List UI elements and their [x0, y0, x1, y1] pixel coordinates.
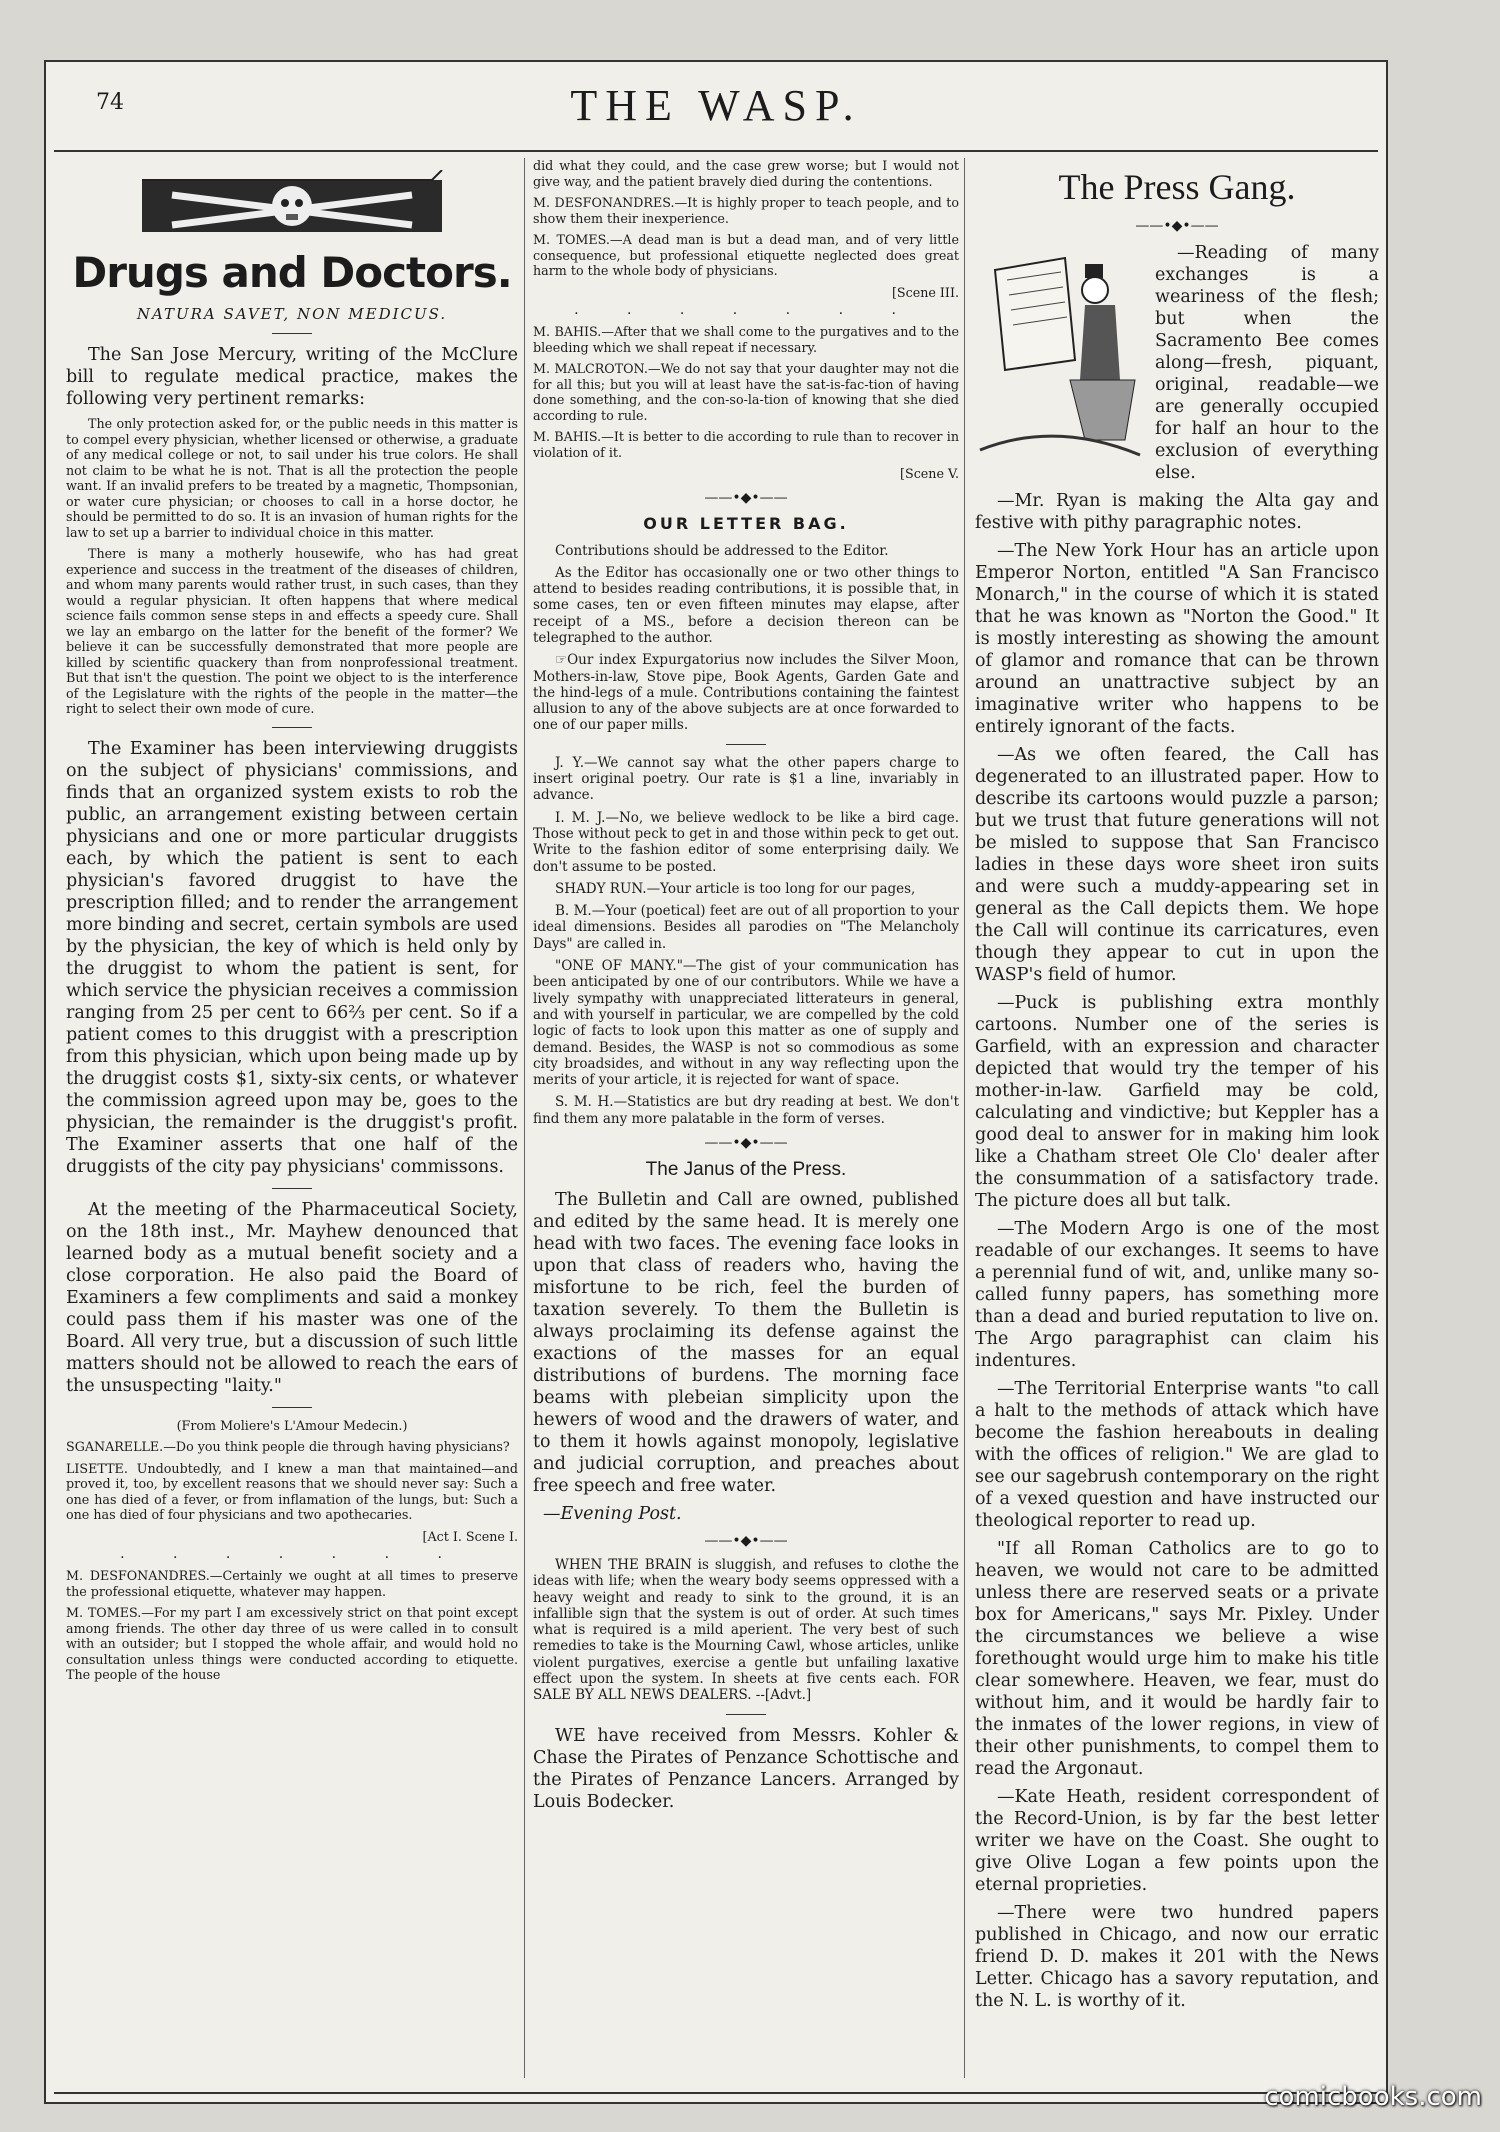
paragraph: —Mr. Ryan is making the Alta gay and festive with pithy paragraphic notes.: [975, 491, 1379, 533]
paragraph: —Reading of many exchanges is a weariness of the flesh; but when the Sacramento Bee comes along—fresh, piquant, original, readable—we are generally occupied for half an hour to the exclusion of everything else.: [1155, 243, 1379, 483]
paragraph: —Kate Heath, resident correspondent of the Record-Union, is by far the best letter writer we have on the Coast. She ought to give Olive Logan a few points upon the eternal proprieties.: [975, 1787, 1379, 1895]
ornament-divider: ——•◆•——: [1135, 218, 1219, 234]
newspaper-reader-cartoon-icon: [975, 250, 1145, 460]
letter-reply: J. Y.—We cannot say what the other papers charge to insert original poetry. Our rate is $1 a line, invariably in advance.: [533, 754, 959, 804]
article-motto: NATURA SAVET, NON MEDICUS.: [136, 305, 448, 323]
ornament-divider: ——•◆•——: [704, 1533, 788, 1549]
dialogue-line: LISETTE. Undoubtedly, and I knew a man that maintained—and proved it, too, by excellent reasons that we should never say: Such a one has died of a fever, or from inflamation of the lungs, but: Such a one has died of four physicians and two apothecaries.: [66, 1460, 518, 1522]
newspaper-page: [44, 60, 1388, 2104]
letter-reply: SHADY RUN.—Your article is too long for our pages,: [555, 880, 916, 897]
paragraph: The Examiner has been interviewing druggists on the subject of physicians' commissions, and finds that an organized system exists to rob the public, an arrangement existing between certain physicians and one or more particular druggists each, by which the patient is sent to each physician's favored druggist to have the prescription filled; and to render the arrangement more binding and secret, certain symbols are used by the physician, the key of which is held only by the druggist to whom the patient is sent, for which service the physician receives a commission ranging from 25 per cent to 66⅔ per cent. So if a patient comes to this druggist with a prescription from this physician, which upon being made up by the druggist costs $1, sixty-six cents, or whatever the commission agreed upon may be, goes to the physician, the remainder is the druggist's profit. The Examiner asserts that one half of the druggists of the city pay physicians' commissons.: [66, 738, 518, 1177]
advertisement: WHEN THE BRAIN is sluggish, and refuses to clothe the ideas with life; when the weary body seems oppressed with a heavy weight and ready to sink to the ground, it is an infallible sign that the system is out of order. At such times what is required is a mild aperient. The very best of such remedies to take is the Mourning Cawl, whose articles, unlike violent purgatives, exercise a gentle but unfailing laxative effect upon the system. In sheets at five cents each. FOR SALE BY ALL NEWS DEALERS. --[Advt.]: [533, 1557, 959, 1704]
paragraph: —Puck is publishing extra monthly cartoons. Number one of the series is Garfield, with an expression and character depicted that would try the temper of his mother-in-law. Garfield may be cold, calculating and vindictive; but Keppler has a good deal to answer for in making him look like a Chatham street Ole Clo' dealer after the consummation of a satisfactory trade. The picture does all but talk.: [975, 993, 1379, 1211]
dot-separator: . . . . . . .: [574, 302, 918, 318]
quote-paragraph: The only protection asked for, or the public needs in this matter is to compel every physician, whether licensed or otherwise, a graduate of any medical college or not, to sail under his true colors. He shall not claim to be what he is not. That is all the protection the people want. If an invalid prefers to be treated by a magnetic, Thompsonian, or water cure physician; or chooses to call in a horse doctor, he should be permitted to do so. It is an invasion of human rights for the law to set up a barrier to individual choice in this matter.: [66, 416, 518, 540]
footer-rule: [54, 2092, 1378, 2094]
letter-reply: S. M. H.—Statistics are but dry reading at best. We don't find them any more palatable in the form of verses.: [533, 1094, 959, 1127]
paragraph: As the Editor has occasionally one or two other things to attend to besides reading contributions, it is possible that, in some cases, ten or even fifteen minutes may elapse, after receipt of a MS., before a decision thereon can be telegraphed to the author.: [533, 564, 959, 646]
paragraph: —The Territorial Enterprise wants "to call a halt to the methods of attack which have become the fashion hereabouts in dealing with the offices of religion." We are glad to see our sagebrush contemporary on the right of a vexed question and have instructed our theological reporter to read up.: [975, 1379, 1379, 1531]
paragraph: —As we often feared, the Call has degenerated to an illustrated paper. How to describe its cartoons would puzzle a parson; but we trust that future generations will not be misled to suppose that San Francisco ladies in these days wore sheet iron suits and were such a muddy-appearing set in general as the Call depicts them. We hope the Call will continue its carricatures, even though they appear to cut in upon the WASP's field of humor.: [975, 745, 1379, 985]
quote-paragraph: There is many a motherly housewife, who has had great experience and success in the treatment of the diseases of children, and whom many parents would rather trust, in such cases, than they would a regular physician. It often happens that where medical science fails common sense steps in and effects a speedy cure. Shall we lay an embargo on the latter for the benefit of the former? We believe it can be successfully demonstrated that more people are killed by scientific quackery than from nonprofessional treatment. But that isn't the question. The point we object to is the interference of the Legislature with the rights of the people in the matter—the right to select their own mode of cure.: [66, 546, 518, 716]
divider: [272, 727, 312, 728]
dot-separator: . . . . . . .: [120, 1546, 464, 1562]
source-credit: —Evening Post.: [543, 1504, 682, 1524]
dialogue-line: SGANARELLE.—Do you think people die through having physicians?: [66, 1439, 510, 1454]
dialogue-line: M. TOMES.—For my part I am excessively strict on that point except among friends. The other day three of us were called in to consult with an outsider; but I stopped the whole affair, and would hold no consultation unless things were conducted according to etiquette. The people of the house: [66, 1605, 518, 1682]
section-title: OUR LETTER BAG.: [643, 513, 849, 533]
paragraph: ☞Our index Expurgatorius now includes the Silver Moon, Mothers-in-law, Stove pipe, Book Agents, Garden Gate and the hind-legs of a mule. Contributions containing the faintest allusion to any of the above subjects are at once forwarded to one of our paper mills.: [533, 652, 959, 734]
letter-reply: B. M.—Your (poetical) feet are out of all proportion to your ideal dimensions. Besides all parodies on "The Melancholy Days" are called in.: [533, 903, 959, 952]
dialogue-line: M. DESFONANDRES.—It is highly proper to teach people, and to show them their inexperience.: [533, 195, 959, 226]
paragraph: —There were two hundred papers published in Chicago, and now our erratic friend D. D. makes it 201 with the News Letter. Chicago has a savory reputation, and the N. L. is worthy of it.: [975, 1903, 1379, 2011]
skull-crossbones-banner-icon: [132, 170, 452, 242]
dialogue-line: M. BAHIS.—It is better to die according to rule than to recover in violation of it.: [533, 429, 959, 460]
paragraph: "If all Roman Catholics are to go to heaven, we would not care to be admitted unless there are reserved seats or a private box for Americans," says Mr. Pixley. Under the circumstances we believe a wise forethought would urge him to make his title clear somewhere. Heaven, we fear, must do without him, and it would be hardly fair to the inmates of the lower regions, in view of their other punishments, to compel them to read the Argonaut.: [975, 1539, 1379, 1779]
watermark-logo: comicbooks.com: [1264, 2082, 1482, 2112]
divider: [272, 1188, 312, 1189]
paragraph: —The New York Hour has an article upon Emperor Norton, entitled "A San Francisco Monarch," in the course of which it is stated that he was known as "Norton the Good." It is mostly interesting as showing the amount of glamor and romance that can be thrown around an unattractive subject by an imaginative writer who happens to be entirely ignorant of the facts.: [975, 541, 1379, 737]
divider: [726, 744, 766, 745]
divider: [726, 1714, 766, 1715]
paragraph: Contributions should be addressed to the Editor.: [555, 542, 889, 559]
dialogue-line: M. BAHIS.—After that we shall come to the purgatives and to the bleeding which we shall repeat if necessary.: [533, 324, 959, 355]
paragraph: At the meeting of the Pharmaceutical Society, on the 18th inst., Mr. Mayhew denounced that learned body as a mutual benefit society and a close corporation. He also paid the Board of Examiners a few compliments and said a monkey could pass them if his master was one of the Board. All very true, but a discussion of such little matters should not be allowed to reach the ears of the unsuspecting "laity.": [66, 1199, 518, 1396]
column-drugs-and-doctors: [66, 158, 518, 2078]
dialogue-line: did what they could, and the case grew worse; but I would not give way, and the patient bravely died during the contentions.: [533, 158, 959, 189]
column-press-gang: [964, 158, 1379, 2078]
ornament-divider: ——•◆•——: [704, 1135, 788, 1151]
letter-reply: "ONE OF MANY."—The gist of your communication has been anticipated by one of our contributors. While we have a lively sympathy with unappreciated litterateurs in general, and with yourself in particular, we are compelled by the cold logic of facts to look upon this matter as one of supply and demand. Besides, the WASP is not so commodious as some city broadsides, and without in any way reflecting upon the merits of your article, it is rejected for want of space.: [533, 958, 959, 1089]
column-letter-bag: [524, 158, 959, 2078]
dialogue-line: M. MALCROTON.—We do not say that your daughter may not die for all this; but you will at least have the sat-is-fac-tion of having done something, and the con-so-la-tion of knowing that she died according to rule.: [533, 361, 959, 423]
masthead: THE WASP.: [570, 81, 862, 130]
section-title: The Press Gang.: [1058, 167, 1296, 207]
scene-reference: [Scene III.: [891, 284, 959, 300]
dialogue-line: M. TOMES.—A dead man is but a dead man, and of very little consequence, but professional etiquette neglected does great harm to the whole body of physicians.: [533, 232, 959, 278]
dialogue-line: M. DESFONANDRES.—Certainly we ought at all times to preserve the professional etiquette, whatever may happen.: [66, 1568, 518, 1599]
paragraph: —The Modern Argo is one of the most readable of our exchanges. It seems to have a perennial fund of wit, and, unlike many so-called funny papers, has something more than a dead and buried reputation to live on. The Argo paragraphist can claim his indentures.: [975, 1219, 1379, 1371]
moliere-heading: (From Moliere's L'Amour Medecin.): [176, 1417, 408, 1433]
section-title: The Janus of the Press.: [645, 1159, 847, 1180]
article-title: Drugs and Doctors.: [72, 248, 512, 297]
scene-reference: [Act I. Scene I.: [422, 1528, 518, 1544]
paragraph: The San Jose Mercury, writing of the McClure bill to regulate medical practice, makes the following very pertinent remarks:: [66, 345, 518, 409]
divider: [272, 333, 312, 334]
header-rule: [54, 150, 1378, 152]
letter-reply: I. M. J.—No, we believe wedlock to be like a bird cage. Those without peck to get in and those within peck to get out. Write to the fashion editor of some enterprising daily. We don't assume to be posted.: [533, 809, 959, 875]
page-number: 74: [96, 90, 124, 115]
paragraph: WE have received from Messrs. Kohler & Chase the Pirates of Penzance Schottische and the Pirates of Penzance Lancers. Arranged by Louis Bodecker.: [533, 1725, 959, 1812]
ornament-divider: ——•◆•——: [704, 489, 788, 506]
divider: [272, 1407, 312, 1408]
scene-reference: [Scene V.: [900, 466, 959, 481]
paragraph: The Bulletin and Call are owned, published and edited by the same head. It is merely one head with two faces. The evening face looks in upon that class of readers who, having the misfortune to be rich, feel the burden of taxation severely. To them the Bulletin is always proclaiming its defense against the exactions of the masses for an equal distributions of burdens. The morning face beams with plebeian simplicity upon the hewers of wood and the drawers of water, and to them it howls against monopoly, legislative and judicial corruption, and preaches about free speech and free water.: [533, 1190, 959, 1496]
